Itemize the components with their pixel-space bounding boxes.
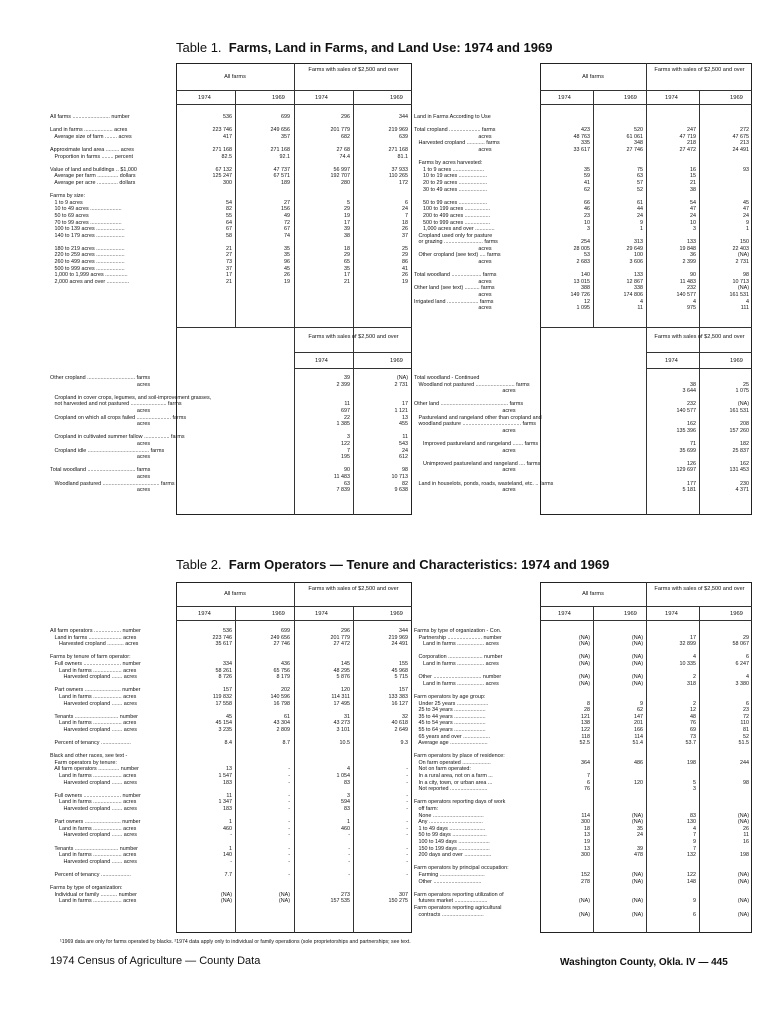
table1-title-prefix: Table 1. [176,40,222,55]
t2r-y1969-b: 1969 [730,611,743,617]
t1-rule-a [176,90,412,91]
t1-divider-b [235,90,236,327]
t1-y1974-b: 1974 [315,95,328,101]
t1r-head-sales-2: Farms with sales of $2,500 and over [654,334,745,340]
t1-right-col1: 423 48 763 335 33 617 35 59 41 62 66 46 23 10 3 254 28 005 53 2 683 140 13 015 388 149 726 12 1 095 [570,127,590,312]
t2-right-col3: 17 32 899 4 10 335 2 318 2 12 48 76 69 73 53.7 198 5 3 83 130 4 7 9 7 132 122 148 9 6 [679,634,696,918]
t1r-y1974-b: 1974 [665,95,678,101]
t1-left-col3: 296 201 779 682 27 68 74.4 56 997 192 707 280 5 29 19 17 39 38 18 29 65 35 17 21 [330,114,350,285]
t1-head-sales-2: Farms with sales of $2,500 and over [308,334,399,340]
t1-mid-col4: (NA) 2 731 17 1 121 13 455 11 543 24 612 98 10 713 82 9 638 [391,375,408,494]
footnote: ¹1969 data are only for farms operated by blacks. ²1974 data apply only to individual or family operations (sole proprietorships and partnerships; see text. [60,939,411,945]
t1r-rule-b [540,104,752,105]
t2-rule-b [176,620,412,621]
t1-cont-labels: Total woodland - Continued Woodland not pastured .......................... farms acres Other land ............................................. farms acres Pastureland and rangeland other than cropland and woodland pasture ....................................... farms acres Improved pastureland and rangeland ....... farms acres Unimproved pastureland and rangeland .... farms acres Land in houselots, ponds, roads, wasteland, etc. .. farms acres [414,375,554,494]
t1-left-col1: 536 223 746 417 271 168 82.5 67 132 125 247 300 54 82 55 64 67 58 21 27 73 37 17 21 [212,114,232,285]
t1r-y1974-a: 1974 [558,95,571,101]
t1-right-labels: Land in Farms According to Use Total cropland ..................... farms acres Harvested cropland ............ farms acres Farms by acres harvested: 1 to 9 acres ..................... 10 to 19 acres ................... 20 to 29 acres ................... 30 to 49 acres ................... 50 to 99 acres ................... 100 to 199 acres ................. 200 to 499 acres ................. 500 to 999 acres ................. 1,000 acres and over ............. Cropland used only for pasture or grazing .......................... farms acres Other cropland (see text) .... farms acres Total woodland .................... farms acres Other land (see text) .......... farms acres Irrigated land ..................... farms acres [414,114,501,312]
t2-right-labels: Farms by type of organization - Con. Partnership ....................... number Land in farms .................. acres Corporation ....................... number Land in farms .................. acres Other ................................ number Land in farms .................. acres Farm operators by age group: Under 25 years ..................... 25 to 34 years ..................... 35 to 44 years ..................... 45 to 54 years ..................... 55 to 64 years ..................... 65 years and over .................. Average age ......................... Farm operators by place of residence: On farm operated ................... Not on farm operated: In a rural area, not on a farm ... In a city, town, or urban area ... Not reported ......................... Farm operators reporting days of work off farm: None .................................. Any .................................... 1 to 49 days ........................ 50 to 99 days ....................... 100 to 149 days ..................... 150 to 199 days ..................... 200 days and over .................. Farm operators by principal occupation: Farming .............................. Other ................................ Farm operators reporting utilization of futures market ...................... Farm operators reporting agricultural contracts ............................ [414,628,509,918]
t2-y1969-a: 1969 [272,611,285,617]
t1-y1974-c: 1974 [315,358,328,364]
t2-head-sales: Farms with sales of $2,500 and over [308,586,399,592]
t2-y1969-b: 1969 [390,611,403,617]
t2r-rule-a [540,606,752,607]
t1-left-col2: 699 249 656 357 271 168 92.1 47 737 67 571 189 27 156 49 72 67 74 35 35 96 45 26 19 [270,114,290,285]
t2r-head-all: All farms [582,591,604,597]
t1r-y1969-b: 1969 [730,95,743,101]
t1r-y1974-c: 1974 [665,358,678,364]
t2-right-col4: 29 58 067 6 6 247 4 3 380 6 23 72 110 81 52 51.5 244 98 (NA) (NA) 26 11 16 198 (NA) (NA) (NA) (NA) [732,634,749,918]
table1-title-main: Farms, Land in Farms, and Land Use: 1974 and 1969 [228,40,553,55]
t2-divider-b [235,606,236,933]
t1r-rule-a [540,90,752,91]
t2r-head-sales: Farms with sales of $2,500 and over [654,586,745,592]
t2-divider-c [353,606,354,933]
t1r-head-all: All farms [582,74,604,80]
t2-y1974-a: 1974 [198,611,211,617]
t1-left-labels: All farms ......................... number Land in farms ................... acres Average size of farm ........ acres Approximate land area ......... acres Proportion in farms ........ percent Value of land and buildings .. $1,000 Average per farm .............. dollars Average per acre .............. dollars Farms by size: 1 to 9 acres 10 to 49 acres ..................... 50 to 69 acres 70 to 99 acres ..................... 100 to 139 acres ................... 140 to 179 acres ................... 180 to 219 acres ................... 220 to 259 acres ................... 260 to 499 acres ................... 500 to 999 acres ................... 1,000 to 1,999 acres ............... 2,000 acres and over ............... [50,114,137,285]
footer-left: 1974 Census of Agriculture — County Data [50,955,261,967]
t1r-divider-a [646,63,647,515]
t2r-y1974-a: 1974 [558,611,571,617]
t1r-rule-e [646,368,752,369]
t2-head-all: All farms [224,591,246,597]
t1-cont-col4: 25 1 075 (NA) 161 531 208 157 260 182 25 837 162 131 453 230 4 371 [729,381,749,494]
t1-mid-labels: Other cropland ................................ farms acres Cropland in cover crops, legumes, and soil-improvement grasses, not harvested and not pastured ........................ farms acres Cropland on which all crops failed ....................... farms acres Cropland in cultivated summer fallow ................. farms acres Cropland idle ......................................... farms acres Total woodland ................................ farms acres Woodland pastured ...................................... farms acres [50,375,212,494]
t1r-head-sales: Farms with sales of $2,500 and over [654,67,745,73]
t1-y1969-a: 1969 [272,95,285,101]
t1-mid-col3: 39 2 399 11 697 22 1 385 3 122 7 195 90 11 483 63 7 839 [333,375,350,494]
t1-rule-e [294,368,412,369]
t2-right-col2: (NA) (NA) (NA) (NA) (NA) (NA) 9 62 147 201 166 114 51.4 486 120 (NA) (NA) 35 24 39 478 (NA) (NA) (NA) (NA) [631,634,643,918]
t1r-y1969-c: 1969 [730,358,743,364]
t2r-divider-b [593,606,594,933]
t1-right-col2: 520 61 061 348 27 746 75 63 57 52 61 44 24 9 1 313 29 649 100 3 606 133 12 867 338 174 806 4 11 [623,127,643,312]
t2-right-col1: (NA) (NA) (NA) (NA) (NA) (NA) 8 28 121 138 122 118 52.5 364 7 6 76 114 300 18 13 19 13 300 152 278 (NA) (NA) [578,634,590,918]
t1r-divider-b [593,90,594,327]
t1r-divider-c [699,90,700,515]
t2r-y1974-b: 1974 [665,611,678,617]
t1-y1969-b: 1969 [390,95,403,101]
t2r-rule-b [540,620,752,621]
t1-rule-b [176,104,412,105]
footer-right: Washington County, Okla. IV — 445 [560,957,728,968]
t2r-y1969-a: 1969 [624,611,637,617]
t1-rule-d [294,352,412,353]
t1-divider-a [294,63,295,515]
t1r-rule-d [646,352,752,353]
t1-rule-c [176,327,412,328]
t2-divider-a [294,582,295,933]
t2r-divider-a [646,582,647,933]
table2-title [176,557,609,572]
t1-right-col4: 272 47 675 213 24 491 93 45 47 24 9 1 150 22 403 (NA) 2 731 98 10 713 (NA) 161 531 4 111 [729,127,749,312]
t1-divider-c [353,90,354,515]
t1r-rule-c [540,327,752,328]
table2-title-prefix: Table 2. [176,557,222,572]
t2-left-col2: 699 249 656 27 746 436 65 756 8 179 202 140 596 16 798 61 43 304 2 809 8.7 - - - - - - - - - - - - - (NA) (NA) [270,628,290,905]
t1-right-col3: 247 47 719 218 27 472 16 15 21 38 54 47 24 10 3 133 19 848 36 2 399 90 11 483 232 140 577 4 975 [676,127,696,312]
t2-left-col4: 344 219 969 24 491 155 45 968 5 715 157 133 383 16 127 32 40 618 2 649 9.3 - - - - - - - - - - - - - 307 150 275 [388,628,408,905]
t1-left-col4: 344 219 969 639 271 168 81.1 37 933 110 265 172 6 24 7 18 26 37 25 29 86 41 26 19 [388,114,408,285]
t1-cont-col3: 38 3 644 232 140 577 162 135 396 71 35 699 126 129 697 177 5 181 [676,381,696,494]
t2-left-col3: 296 201 779 27 472 145 48 295 5 876 120 114 311 17 495 31 43 273 3 101 10.5 4 1 054 83 3 594 83 1 460 - - - - - 273 157 535 [330,628,350,905]
t1-head-all: All farms [224,74,246,80]
t1-y1974-a: 1974 [198,95,211,101]
t2-left-col1: 536 223 746 35 617 334 58 261 8 726 157 119 832 17 558 45 45 154 3 235 8.4 13 1 547 183 11 1 347 183 1 460 - 1 140 - 7.7 (NA) (NA) [212,628,232,905]
t2-rule-a [176,606,412,607]
t2-y1974-b: 1974 [315,611,328,617]
table1-title [176,40,552,55]
table2-title-main: Farm Operators — Tenure and Characteristics: 1974 and 1969 [228,557,610,572]
t1-y1969-c: 1969 [390,358,403,364]
t2r-divider-c [699,606,700,933]
t1r-y1969-a: 1969 [624,95,637,101]
t1-head-sales: Farms with sales of $2,500 and over [308,67,399,73]
t2-left-labels: All farm operators .................. number Land in farms ...................... acres Harvested cropland ........... acres Farms by tenure of farm operator: Full owners ......................... number Land in farms ................... acres Harvested cropland ....... acres Part owners ........................ number Land in farms ................... acres Harvested cropland ....... acres Tenants ............................. number Land in farms ................... acres Harvested cropland ....... acres Percent of tenancy .................... Black and other races, see text - Farm operators by tenure: All farm operators .............. number Land in farms ................... acres Harvested cropland ....... acres Full owners ......................... number Land in farms ................... acres Harvested cropland ....... acres Part owners ........................ number Land in farms ................... acres Harvested cropland ....... acres Tenants ............................. number Land in farms ................... acres Harvested cropland ....... acres Percent of tenancy .................... Farms by type of organization: Individual or family ........... number Land in farms ................... acres [50,628,141,905]
